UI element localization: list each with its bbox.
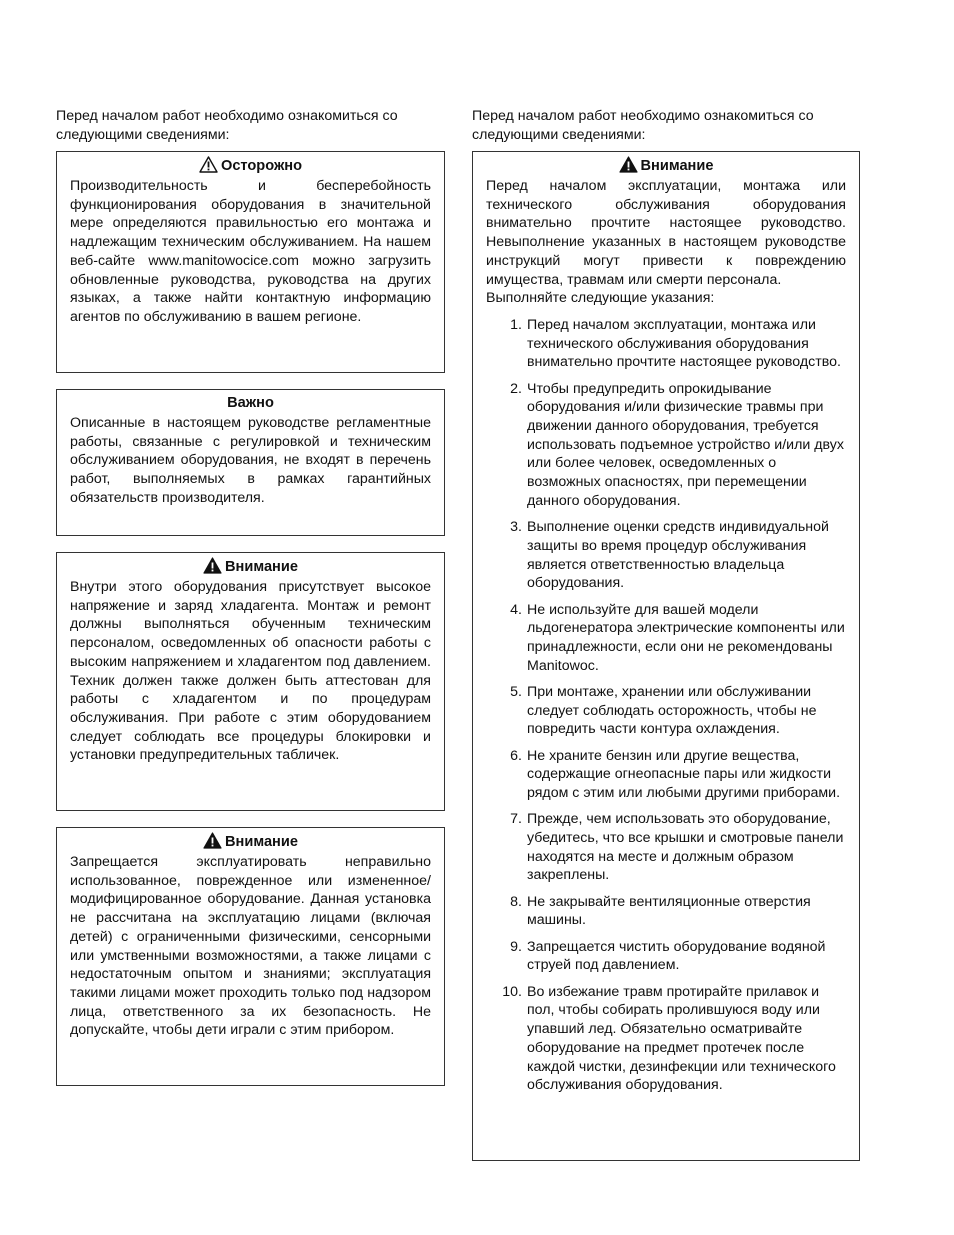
list-item-number: 9. xyxy=(510,938,522,955)
list-item-text: Прежде, чем использовать это оборудование, убедитесь, что все крышки и смотровые панели находятся на месте и должным образом закреплены. xyxy=(527,811,844,884)
caution-triangle-icon xyxy=(199,156,218,173)
warning-triangle-icon xyxy=(203,832,222,849)
list-item-text: Перед началом эксплуатации, монтажа или технического обслуживания оборудования внимательно прочтите настоящее руководство. xyxy=(527,316,841,371)
important-text: Описанные в настоящем руководстве регламентные работы, связанные с регулировкой и техническим обслуживанием оборудования, не входят в перечень работ, выполняемых в рамках гарантийных обязательств производителя. xyxy=(70,415,431,506)
list-item-number: 5. xyxy=(510,683,522,700)
caution-title: Осторожно xyxy=(220,158,303,174)
list-item xyxy=(486,747,846,803)
warning-1-title: Внимание xyxy=(225,559,298,575)
list-item-text: При монтаже, хранении или обслуживании следует соблюдать осторожность, чтобы не повредить части контура охлаждения. xyxy=(527,683,817,738)
warning-2-title-row xyxy=(70,832,431,852)
list-item xyxy=(486,938,846,975)
left-intro: Перед началом работ необходимо ознакомиться со следующими сведениями: xyxy=(56,108,398,143)
list-item-number: 7. xyxy=(510,811,522,828)
list-item xyxy=(486,983,846,1095)
list-item-text: Чтобы предупредить опрокидывание оборудования и/или физические травмы при движении данного оборудования, требуется использовать подъемное устройство и/или двух или более человек, осведомленных о возможных опасностях, при перемещении данного оборудования. xyxy=(527,380,844,509)
list-item xyxy=(486,316,846,372)
safety-instructions-list xyxy=(486,316,846,1095)
safety-warning-title-row xyxy=(486,156,846,176)
warning-triangle-icon xyxy=(203,557,222,574)
warning-box-1 xyxy=(56,552,445,811)
right-column xyxy=(472,107,860,1177)
list-item-number: 8. xyxy=(510,893,522,910)
caution-text: Производительность и бесперебойность функционирования оборудования в значительной мере определяются правильностью его монтажа и надлежащим техническим обслуживанием. На нашем веб-сайте www.manitowocice.com можно загрузить обновленные руководства, руководства на других языках, а также найти контактную информацию агентов по обслуживанию в вашем регионе. xyxy=(70,178,431,325)
warning-2-text: Запрещается эксплуатировать неправильно использованное, поврежденное или измененное/ модифицированное оборудование. Данная установка не рассчитана на эксплуатацию лицами (включая детей) с ограниченными физическими, сенсорными или умственными возможностями, а также лицами с недостаточным опытом и знаниями; эксплуатация такими лицами может проходить только под надзором лица, ответственного за их безопасность. Не допускайте, чтобы дети играли с этим прибором. xyxy=(70,854,431,1039)
warning-1-text: Внутри этого оборудования присутствует высокое напряжение и заряд хладагента. Монтаж и ремонт должны выполняться обученным техническим персоналом, осведомленных об опасности работы с высоким напряжением и хладагентом под давлением. Техник должен также должен быть аттестован для работы с хладагентом и по процедурам обслуживания. При работе с этим оборудованием следует соблюдать все процедуры блокировки и установки предупредительных табличек. xyxy=(70,579,431,764)
list-item-number: 2. xyxy=(510,380,522,397)
list-item-text: Не закрывайте вентиляционные отверстия машины. xyxy=(527,893,811,929)
safety-warning-box xyxy=(472,151,860,1161)
list-item-text: Запрещается чистить оборудование водяной струей под давлением. xyxy=(527,938,826,974)
list-item xyxy=(486,893,846,930)
list-item-text: Выполнение оценки средств индивидуальной защиты во время процедур обслуживания является ответственностью владельца оборудования. xyxy=(527,519,829,592)
warning-2-title: Внимание xyxy=(225,834,298,850)
follow-instructions-label: Выполняйте следующие указания: xyxy=(486,290,715,307)
warning-box-2 xyxy=(56,827,445,1086)
warning-1-title-row xyxy=(70,557,431,577)
list-item xyxy=(486,601,846,676)
caution-title-row xyxy=(70,156,431,176)
list-item xyxy=(486,518,846,593)
safety-warning-title: Внимание xyxy=(640,158,714,174)
list-item xyxy=(486,683,846,739)
important-box xyxy=(56,389,445,536)
caution-box xyxy=(56,151,445,373)
important-title: Важно xyxy=(227,395,274,411)
list-item-number: 4. xyxy=(510,601,522,618)
list-item-text: Не храните бензин или другие вещества, содержащие огнеопасные пары или жидкости рядом с этим или любыми другими приборами. xyxy=(527,747,841,802)
list-item-number: 10. xyxy=(502,983,522,1000)
list-item-text: Не используйте для вашей модели льдогенератора электрические компоненты или принадлежности, если они не рекомендованы Manitowoc. xyxy=(527,601,845,674)
list-item-number: 1. xyxy=(510,316,522,333)
left-column xyxy=(56,107,445,1102)
warning-triangle-icon xyxy=(619,156,638,173)
list-item xyxy=(486,380,846,511)
list-item-number: 6. xyxy=(510,747,522,764)
list-item-text: Во избежание травм протирайте прилавок и пол, чтобы собирать пролившуюся воду или упавший лед. Обязательно осматривайте оборудование на предмет протечек после каждой чистки, дезинфекции или технического обслуживания оборудования. xyxy=(527,983,836,1094)
list-item xyxy=(486,810,846,885)
list-item-number: 3. xyxy=(510,519,522,536)
safety-warning-text: Перед началом эксплуатации, монтажа или технического обслуживания оборудования внимательно прочтите настоящее руководство. Невыполнение указанных в настоящем руководстве инструкций могут привести к повреждению имущества, травмам или смерти персонала. xyxy=(486,178,846,288)
right-intro: Перед началом работ необходимо ознакомиться со следующими сведениями: xyxy=(472,108,814,143)
